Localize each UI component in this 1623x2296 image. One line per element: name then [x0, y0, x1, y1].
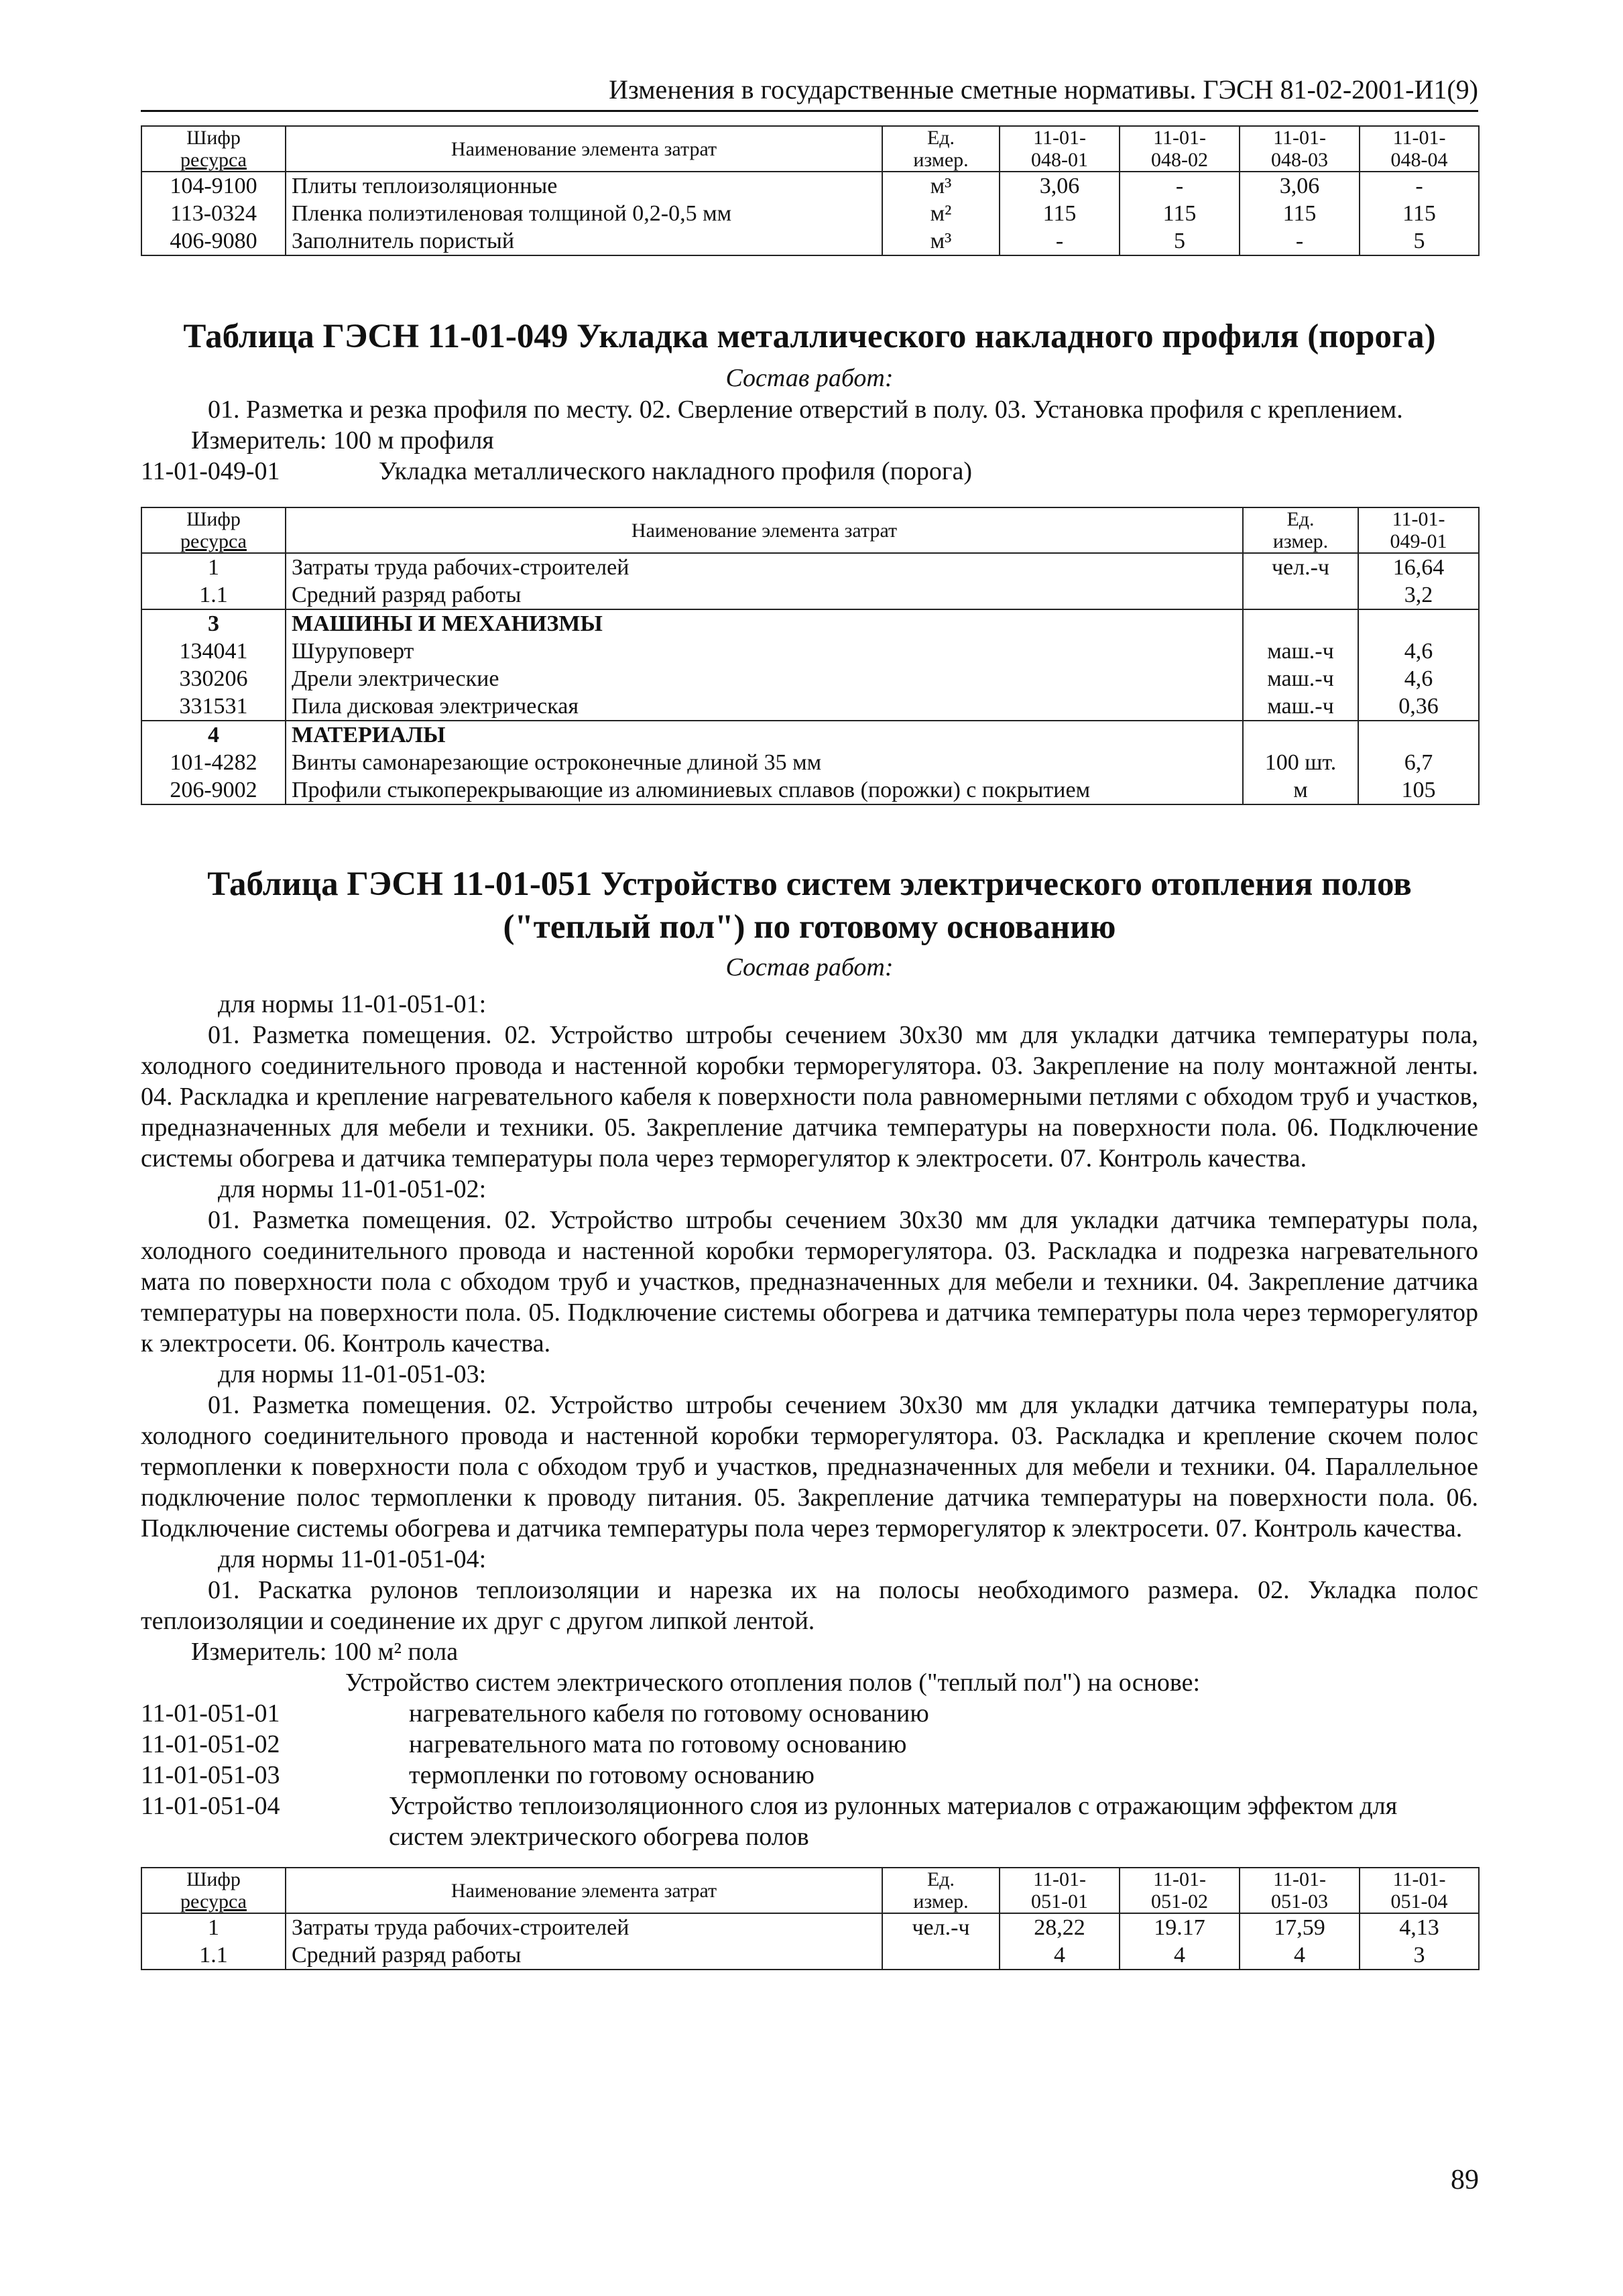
cell-name: Плиты теплоизоляционные	[286, 172, 882, 200]
table-row	[141, 227, 1479, 255]
table-header-row	[141, 507, 1479, 553]
table-group-row	[141, 609, 1479, 638]
norm-code: 11-01-049-01	[141, 457, 280, 485]
col-norm-header: 11-01- 049-01	[1358, 507, 1479, 553]
cell-name: Шуруповерт	[286, 638, 1243, 665]
cell-name: Средний разряд работы	[286, 1941, 882, 1970]
cell-value: 4	[1240, 1941, 1360, 1970]
table-row	[141, 172, 1479, 200]
cell-unit	[1243, 609, 1358, 638]
table-row	[141, 665, 1479, 692]
cell-name: Пленка полиэтиленовая толщиной 0,2-0,5 мм	[286, 200, 882, 227]
cell-value: 4,6	[1358, 665, 1479, 692]
cell-value: 3	[1360, 1941, 1479, 1970]
cell-unit: м³	[882, 227, 1000, 255]
norm-variant-row	[141, 1760, 1478, 1791]
cell-code: 331531	[141, 692, 286, 721]
cell-unit: маш.-ч	[1243, 638, 1358, 665]
cell-value: 0,36	[1358, 692, 1479, 721]
work-composition-heading: Состав работ:	[725, 953, 894, 981]
norm-variants-intro: Устройство систем электрического отопления полов ("теплый пол") на основе:	[345, 1669, 1201, 1697]
col-unit-header: Ед. измер.	[1243, 507, 1358, 553]
col-norm-header: 11-01- 051-03	[1240, 1868, 1360, 1913]
cell-value: 6,7	[1358, 749, 1479, 776]
table-row	[141, 1913, 1479, 1941]
norm-scope-label: для нормы 11-01-051-02:	[218, 1175, 487, 1203]
cell-value: 3,06	[1240, 172, 1360, 200]
cell-code: 1	[141, 1913, 286, 1941]
col-code-header: Шифр ресурса	[141, 126, 286, 172]
cell-value: 4	[1000, 1941, 1120, 1970]
cell-value: 5	[1360, 227, 1479, 255]
cell-code: 330206	[141, 665, 286, 692]
cell-unit: м	[1243, 776, 1358, 804]
cell-code: 406-9080	[141, 227, 286, 255]
cell-group-name: МАТЕРИАЛЫ	[286, 721, 1243, 749]
cell-value	[1358, 609, 1479, 638]
table-header-row	[141, 1868, 1479, 1913]
table-row	[141, 1941, 1479, 1970]
col-unit-header: Ед. измер.	[882, 1868, 1000, 1913]
cell-value: 3,06	[1000, 172, 1120, 200]
cell-name: Затраты труда рабочих-строителей	[286, 1913, 882, 1941]
norm-code: 11-01-051-04	[141, 1792, 280, 1820]
cell-value: 115	[1000, 200, 1120, 227]
work-composition-heading: Состав работ:	[725, 364, 894, 392]
cell-code: 104-9100	[141, 172, 286, 200]
table-051-resources	[141, 1867, 1480, 1970]
norm-name: Устройство теплоизоляционного слоя из рулонных материалов с отражающим эффектом для систем электрического обогрева полов	[389, 1792, 1398, 1851]
work-composition-text: 01. Разметка и резка профиля по месту. 02. Сверление отверстий в полу. 03. Установка профиля с креплением.	[208, 396, 1403, 424]
table-group-row	[141, 721, 1479, 749]
cell-value: -	[1000, 227, 1120, 255]
work-composition-text: 01. Разметка помещения. 02. Устройство штробы сечением 30х30 мм для укладки датчика температуры пола, холодного соединительного провода и настенной коробки терморегулятора. 03. Раскладка и крепление скочем полос термопленки к поверхности пола с обходом труб и участков, предназначенных для мебели и техники. 04. Параллельное подключение полос термопленки к проводу питания. 05. Закрепление датчика температуры на поверхности пола. 06. Подключение системы обогрева и датчика температуры пола через терморегулятор к электросети. 07. Контроль качества.	[141, 1391, 1478, 1543]
table-row	[141, 200, 1479, 227]
col-code-header: Шифр ресурса	[141, 1868, 286, 1913]
cell-value: -	[1120, 172, 1240, 200]
cell-name: Заполнитель пористый	[286, 227, 882, 255]
section-title-049: Таблица ГЭСН 11-01-049 Укладка металлического накладного профиля (порога)	[183, 318, 1436, 355]
norm-scope-label: для нормы 11-01-051-03:	[218, 1360, 487, 1388]
cell-unit: чел.-ч	[1243, 553, 1358, 581]
cell-code: 206-9002	[141, 776, 286, 804]
meter-unit: Измеритель: 100 м² пола	[191, 1638, 459, 1666]
col-norm-header: 11-01- 048-03	[1240, 126, 1360, 172]
meter-unit: Измеритель: 100 м профиля	[191, 426, 494, 455]
cell-value: 28,22	[1000, 1913, 1120, 1941]
cell-name: Дрели электрические	[286, 665, 1243, 692]
cell-value: 105	[1358, 776, 1479, 804]
cell-unit	[882, 1941, 1000, 1970]
cell-value: 3,2	[1358, 581, 1479, 609]
col-name-header: Наименование элемента затрат	[286, 1868, 882, 1913]
cell-unit: чел.-ч	[882, 1913, 1000, 1941]
table-row	[141, 749, 1479, 776]
cell-name: Затраты труда рабочих-строителей	[286, 553, 1243, 581]
norm-scope-label: для нормы 11-01-051-01:	[218, 990, 487, 1018]
cell-value: 115	[1120, 200, 1240, 227]
norm-name: нагревательного кабеля по готовому основанию	[409, 1699, 929, 1728]
table-row	[141, 776, 1479, 804]
work-composition-text: 01. Разметка помещения. 02. Устройство штробы сечением 30х30 мм для укладки датчика температуры пола, холодного соединительного провода и настенной коробки терморегулятора. 03. Закрепление на полу монтажной ленты. 04. Раскладка и крепление нагревательного кабеля к поверхности пола равномерными петлями с обходом труб и участков, предназначенных для мебели и техники. 05. Закрепление датчика температуры на поверхности пола. 06. Подключение системы обогрева и датчика температуры пола через терморегулятор к электросети. 07. Контроль качества.	[141, 1021, 1478, 1172]
running-header: Изменения в государственные сметные нормативы. ГЭСН 81-02-2001-И1(9)	[141, 74, 1478, 112]
cell-value	[1358, 721, 1479, 749]
table-row	[141, 692, 1479, 721]
cell-unit: м²	[882, 200, 1000, 227]
norm-row	[141, 456, 1478, 487]
norm-code: 11-01-051-01	[141, 1699, 280, 1728]
norm-code: 11-01-051-02	[141, 1730, 280, 1758]
cell-code: 101-4282	[141, 749, 286, 776]
norm-name: Укладка металлического накладного профиля (порога)	[379, 457, 972, 485]
table-row	[141, 553, 1479, 581]
work-composition-text: 01. Раскатка рулонов теплоизоляции и нарезка их на полосы необходимого размера. 02. Укладка полос теплоизоляции и соединение их друг с другом липкой лентой.	[141, 1576, 1478, 1635]
table-header-row	[141, 126, 1479, 172]
cell-code: 3	[141, 609, 286, 638]
cell-code: 4	[141, 721, 286, 749]
cell-unit: м³	[882, 172, 1000, 200]
col-name-header: Наименование элемента затрат	[286, 507, 1243, 553]
col-norm-header: 11-01- 048-04	[1360, 126, 1479, 172]
cell-value: 115	[1240, 200, 1360, 227]
page-number: 89	[1451, 2165, 1479, 2195]
cell-code: 134041	[141, 638, 286, 665]
cell-unit: 100 шт.	[1243, 749, 1358, 776]
col-name-header: Наименование элемента затрат	[286, 126, 882, 172]
norm-variant-row	[141, 1698, 1478, 1729]
table-row	[141, 638, 1479, 665]
cell-value: -	[1240, 227, 1360, 255]
section-title-051: Таблица ГЭСН 11-01-051 Устройство систем электрического отопления полов ("теплый пол") по готовому основанию	[207, 865, 1412, 946]
col-norm-header: 11-01- 051-02	[1120, 1868, 1240, 1913]
norm-code: 11-01-051-03	[141, 1761, 280, 1789]
cell-name: Профили стыкоперекрывающие из алюминиевых сплавов (порожки) с покрытием	[286, 776, 1243, 804]
cell-unit	[1243, 581, 1358, 609]
cell-name: Винты самонарезающие остроконечные длиной 35 мм	[286, 749, 1243, 776]
cell-value: 4	[1120, 1941, 1240, 1970]
norm-name: нагревательного мата по готовому основанию	[409, 1730, 907, 1758]
table-049-resources	[141, 507, 1480, 805]
col-norm-header: 11-01- 048-01	[1000, 126, 1120, 172]
cell-unit: маш.-ч	[1243, 665, 1358, 692]
cell-value: 19.17	[1120, 1913, 1240, 1941]
cell-value: 115	[1360, 200, 1479, 227]
col-norm-header: 11-01- 048-02	[1120, 126, 1240, 172]
cell-code: 1	[141, 553, 286, 581]
cell-value: -	[1360, 172, 1479, 200]
norm-scope-label: для нормы 11-01-051-04:	[218, 1545, 487, 1573]
cell-unit: маш.-ч	[1243, 692, 1358, 721]
cell-value: 4,6	[1358, 638, 1479, 665]
norm-variant-row	[141, 1791, 1478, 1852]
col-norm-header: 11-01- 051-04	[1360, 1868, 1479, 1913]
cell-name: Средний разряд работы	[286, 581, 1243, 609]
cell-code: 113-0324	[141, 200, 286, 227]
cell-value: 5	[1120, 227, 1240, 255]
table-048-resources	[141, 125, 1480, 256]
cell-value: 4,13	[1360, 1913, 1479, 1941]
cell-group-name: МАШИНЫ И МЕХАНИЗМЫ	[286, 609, 1243, 638]
cell-code: 1.1	[141, 1941, 286, 1970]
cell-name: Пила дисковая электрическая	[286, 692, 1243, 721]
norm-name: термопленки по готовому основанию	[409, 1761, 815, 1789]
col-code-header: Шифр ресурса	[141, 507, 286, 553]
col-norm-header: 11-01- 051-01	[1000, 1868, 1120, 1913]
cell-value: 16,64	[1358, 553, 1479, 581]
table-row	[141, 581, 1479, 609]
cell-value: 17,59	[1240, 1913, 1360, 1941]
cell-code: 1.1	[141, 581, 286, 609]
norm-variant-row	[141, 1729, 1478, 1760]
cell-unit	[1243, 721, 1358, 749]
col-unit-header: Ед. измер.	[882, 126, 1000, 172]
document-page	[141, 74, 1478, 1970]
work-composition-text: 01. Разметка помещения. 02. Устройство штробы сечением 30х30 мм для укладки датчика температуры пола, холодного соединительного провода и настенной коробки терморегулятора. 03. Раскладка и подрезка нагревательного мата по поверхности пола с обходом труб и участков, предназначенных для мебели и техники. 04. Закрепление датчика температуры на поверхности пола. 05. Подключение системы обогрева и датчика температуры пола через терморегулятор к электросети. 06. Контроль качества.	[141, 1206, 1478, 1357]
